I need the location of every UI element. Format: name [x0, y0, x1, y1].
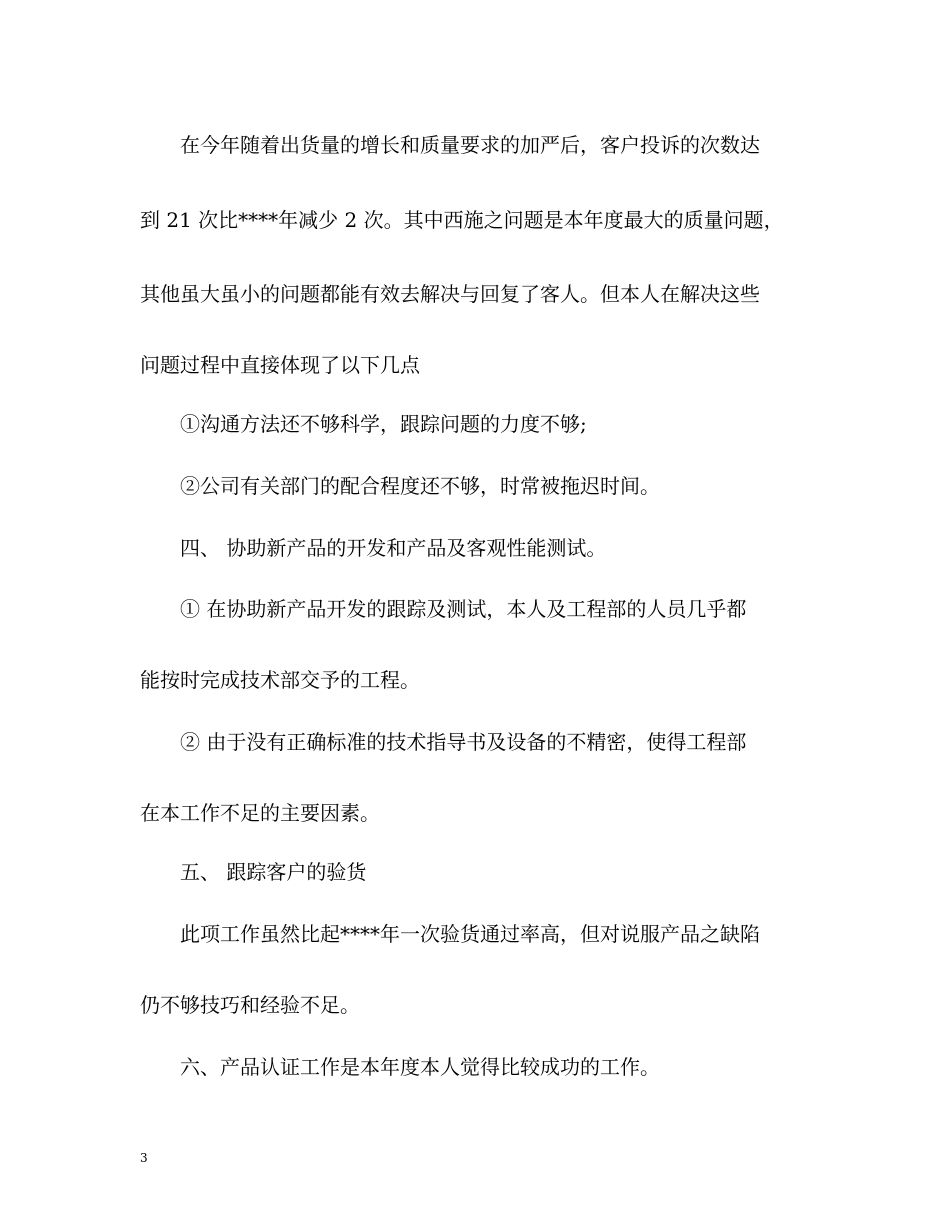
paragraph-line: 在今年随着出货量的增长和质量要求的加严后，客户投诉的次数达 [180, 133, 760, 157]
paragraph-line: 在本工作不足的主要因素。 [140, 801, 380, 825]
paragraph-line: 此项工作虽然比起****年一次验货通过率高，但对说服产品之缺陷 [180, 922, 760, 946]
list-item: ②公司有关部门的配合程度还不够，时常被拖迟时间。 [180, 474, 660, 498]
paragraph-line: 仍不够技巧和经验不足。 [140, 993, 360, 1017]
list-item: ② 由于没有正确标准的技术指导书及设备的不精密，使得工程部 [180, 730, 747, 754]
section-heading: 四、 协助新产品的开发和产品及客观性能测试。 [180, 536, 607, 560]
list-item: ① 在协助新产品开发的跟踪及测试，本人及工程部的人员几乎都 [180, 597, 747, 621]
page-number: 3 [140, 1151, 148, 1165]
section-heading: 五、 跟踪客户的验货 [180, 860, 367, 884]
paragraph-line: 能按时完成技术部交予的工程。 [140, 668, 420, 692]
paragraph-line: 到 21 次比****年减少 2 次。其中西施之问题是本年度最大的质量问题， [140, 208, 784, 232]
section-heading: 六、产品认证工作是本年度本人觉得比较成功的工作。 [180, 1055, 660, 1079]
paragraph-line: 问题过程中直接体现了以下几点 [140, 353, 420, 377]
paragraph-line: 其他虽大虽小的问题都能有效去解决与回复了客人。但本人在解决这些 [140, 282, 760, 306]
list-item: ①沟通方法还不够科学，跟踪问题的力度不够; [180, 412, 587, 436]
